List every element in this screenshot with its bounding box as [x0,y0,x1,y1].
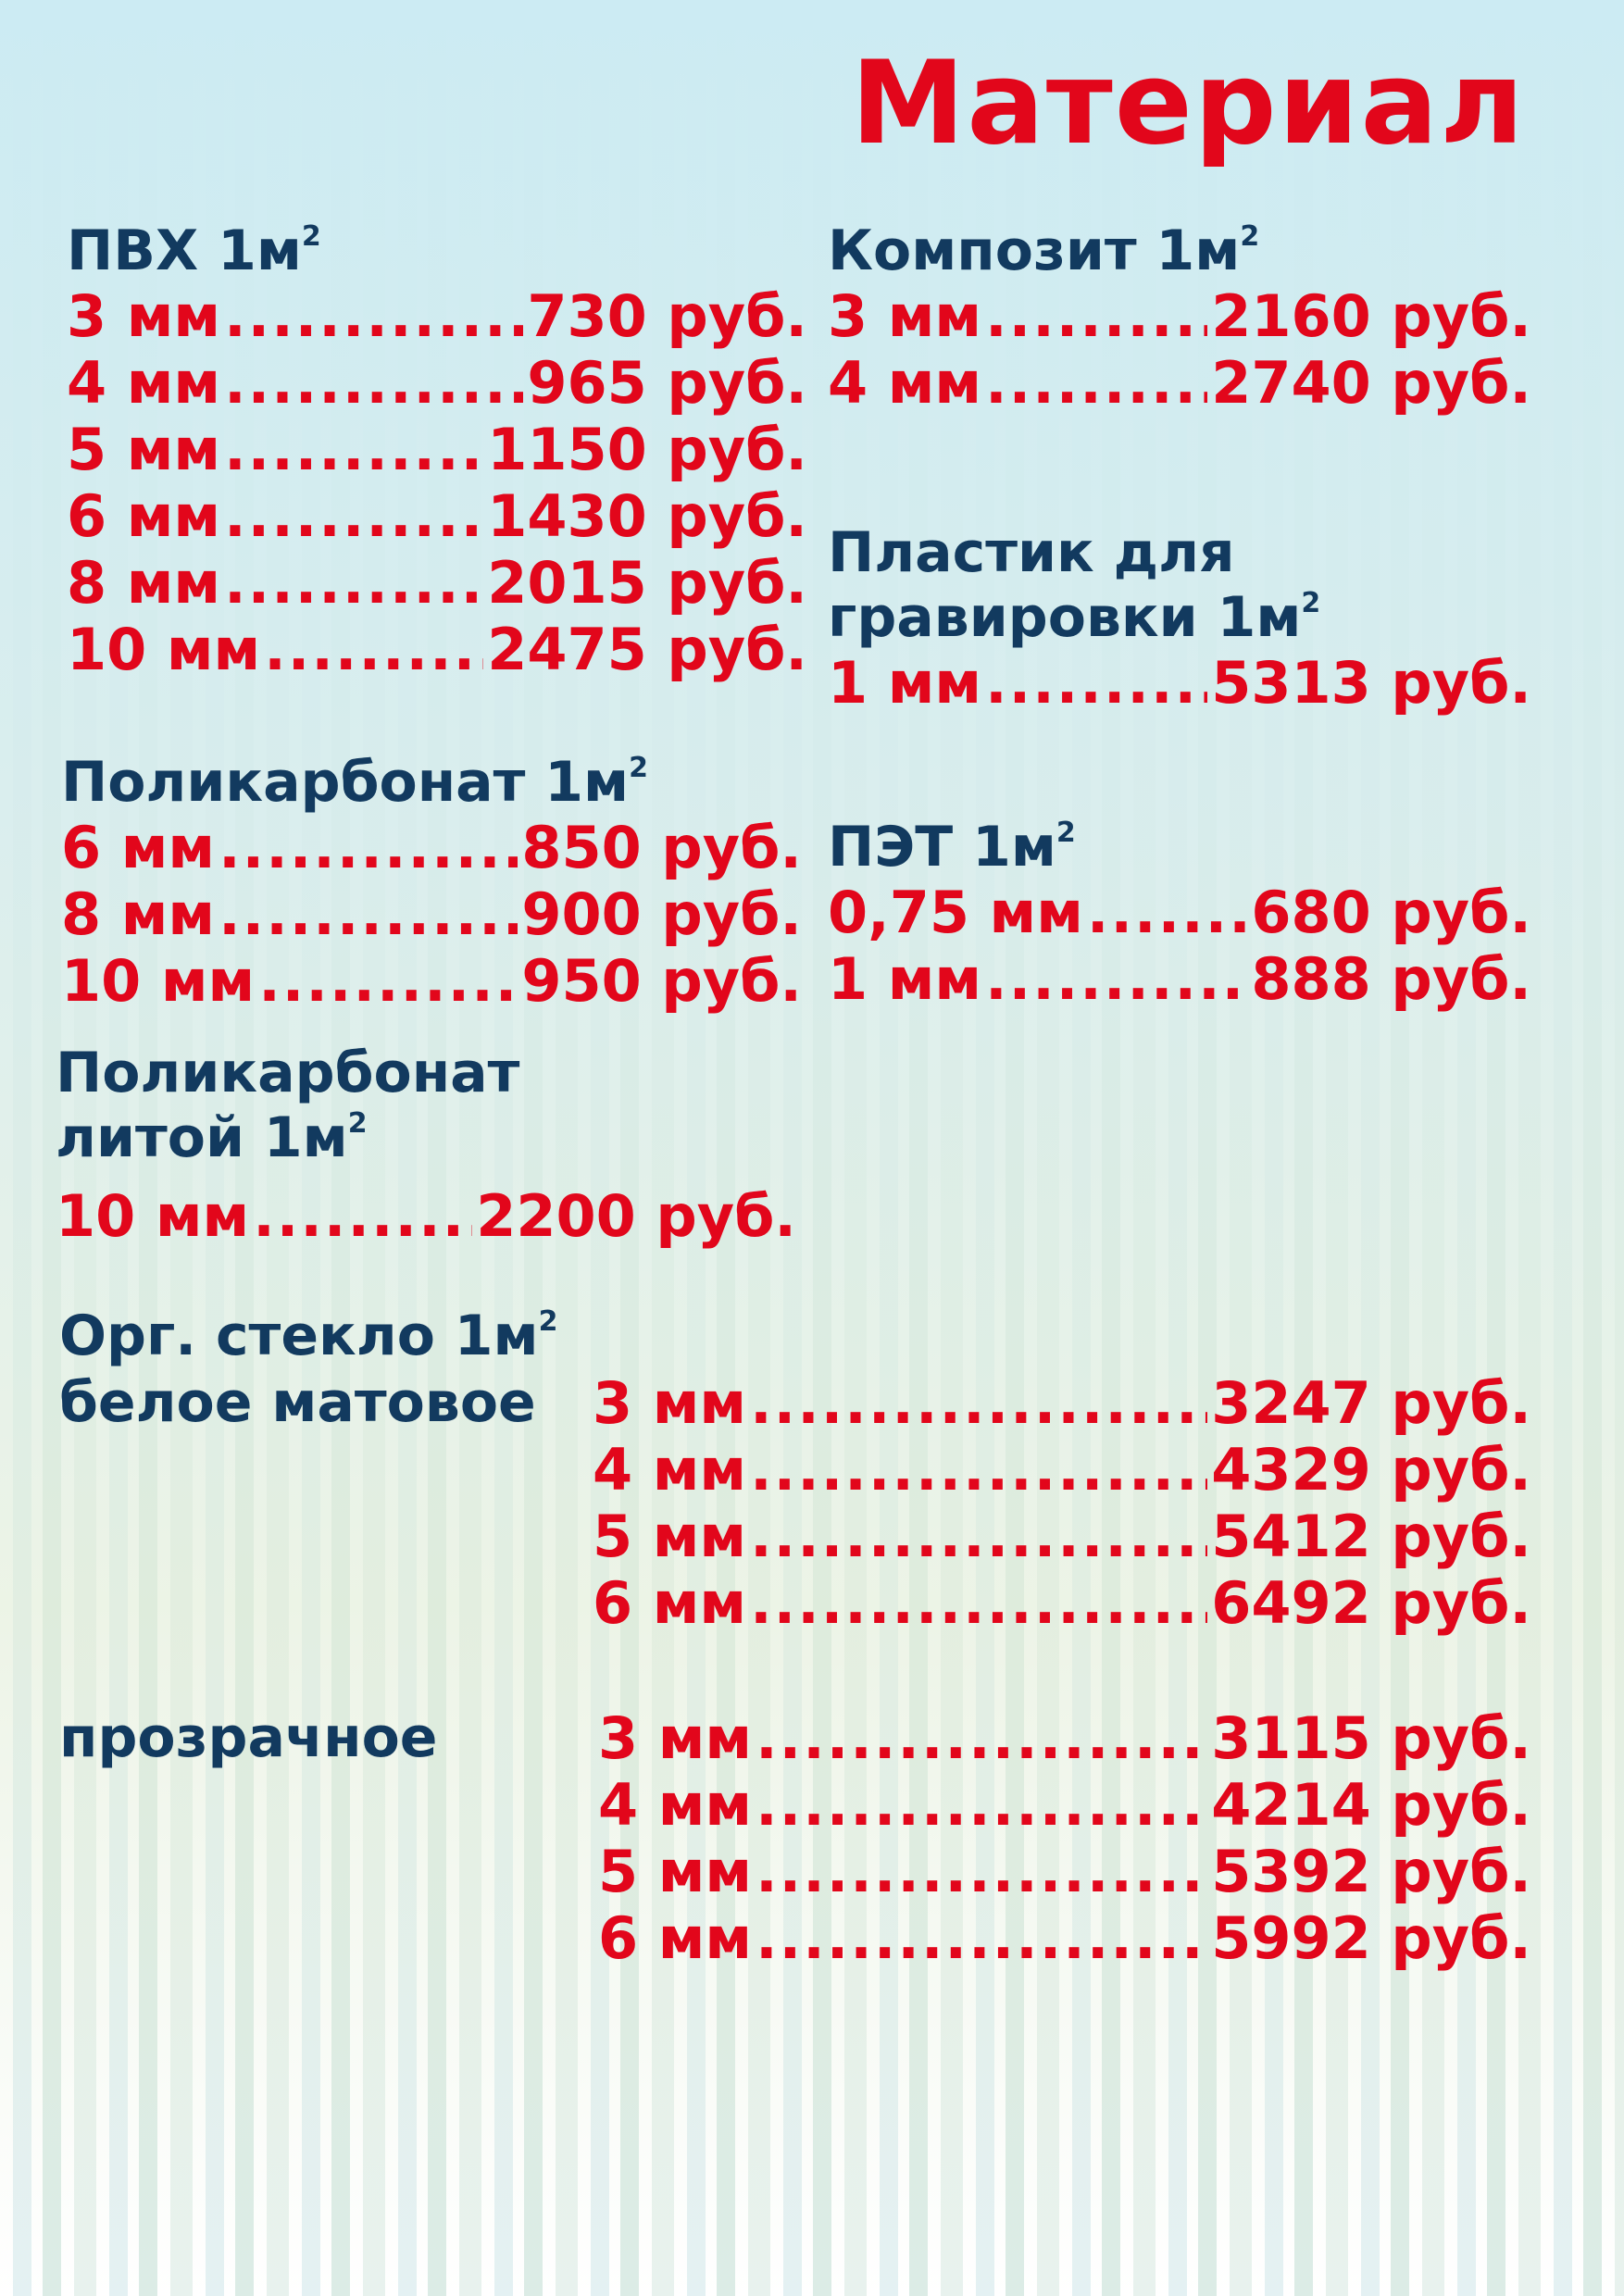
size-label: 4 мм [67,349,221,417]
price-row [598,1839,1531,1905]
price-row [67,283,807,350]
price-value: 5992 руб. [1211,1904,1531,1972]
price-value: 5392 руб. [1211,1838,1531,1905]
price-row [593,1437,1531,1504]
price-value: 888 руб. [1251,945,1531,1013]
dot-leader [985,946,1247,1013]
dot-leader [750,1504,1207,1570]
dot-leader [985,350,1207,417]
section-heading [67,218,807,283]
superscript: 2 [538,1305,558,1338]
section-heading-text: литой 1м [56,1105,348,1170]
size-label: 6 мм [593,1569,747,1637]
superscript: 2 [347,1107,368,1140]
section-heading-text: ПЭТ 1м [828,815,1056,880]
price-value: 6492 руб. [1211,1569,1531,1637]
dot-leader [985,283,1207,350]
dot-leader [756,1772,1207,1839]
size-label: 10 мм [61,947,256,1015]
price-row [828,650,1531,717]
section-heading-text: Композит 1м [828,218,1241,283]
price-value: 2200 руб. [476,1182,796,1250]
cast-polycarbonate-section [56,1041,796,1250]
dot-leader [224,283,523,350]
price-value: 850 руб. [521,814,802,881]
dot-leader [264,617,483,683]
price-row [61,815,802,881]
price-value: 2475 руб. [487,616,807,683]
dot-leader [258,948,518,1015]
acrylic-matte-prices [593,1370,1531,1637]
price-value: 2015 руб. [487,549,807,617]
size-label: 3 мм [67,282,221,350]
superscript: 2 [1056,817,1076,849]
size-label: 5 мм [67,416,221,483]
composite-section [828,218,1531,417]
price-row [56,1183,796,1250]
dot-leader [253,1183,472,1250]
size-label: 5 мм [593,1503,747,1570]
price-value: 3247 руб. [1211,1369,1531,1437]
size-label: 8 мм [61,880,216,948]
price-value: 3115 руб. [1211,1704,1531,1772]
section-heading-text: гравировки 1м [828,585,1302,650]
dot-leader [750,1370,1207,1437]
dot-leader [224,417,483,483]
section-heading-text: Поликарбонат 1м [61,750,630,815]
price-row [828,880,1531,946]
price-row [593,1504,1531,1570]
superscript: 2 [1301,587,1321,619]
price-value: 1430 руб. [487,482,807,550]
dot-leader [224,350,523,417]
price-value: 2160 руб. [1211,282,1531,350]
section-heading [828,520,1531,585]
section-heading [56,1041,796,1105]
superscript: 2 [1240,220,1260,253]
section-heading-text: Орг. стекло 1м [59,1304,539,1368]
dot-leader [750,1437,1207,1504]
dot-leader [219,815,518,881]
dot-leader [219,881,518,948]
matte-white-label: белое матовое [59,1370,536,1435]
section-heading [828,585,1531,650]
dot-leader [756,1705,1207,1772]
size-label: 6 мм [598,1904,753,1972]
size-label: 10 мм [67,616,261,683]
polycarbonate-section [61,750,802,1015]
price-row [61,948,802,1015]
price-row [593,1570,1531,1637]
section-heading-text: ПВХ 1м [67,218,302,283]
price-row [67,417,807,483]
size-label: 5 мм [598,1838,753,1905]
section-heading-text: Пластик для [828,520,1235,585]
size-label: 3 мм [598,1704,753,1772]
section-heading [828,218,1531,283]
acrylic-heading [59,1304,557,1368]
price-value: 1150 руб. [487,416,807,483]
price-row [593,1370,1531,1437]
page-title: Материал [850,37,1526,170]
price-value: 965 руб. [527,349,807,417]
dot-leader [224,550,483,617]
size-label: 8 мм [67,549,221,617]
dot-leader [750,1570,1207,1637]
dot-leader [756,1839,1207,1905]
price-value: 5313 руб. [1211,649,1531,717]
price-row [598,1705,1531,1772]
size-label: 6 мм [61,814,216,881]
engraving-plastic-section [828,520,1531,717]
dot-leader [224,483,483,550]
transparent-label: прозрачное [59,1705,438,1770]
price-row [67,483,807,550]
section-heading [61,750,802,815]
price-row [61,881,802,948]
size-label: 4 мм [598,1771,753,1839]
section-heading [828,815,1531,880]
price-row [598,1905,1531,1972]
price-row [828,946,1531,1013]
pet-section [828,815,1531,1013]
size-label: 3 мм [828,282,982,350]
superscript: 2 [629,752,648,784]
section-heading-text: Поликарбонат [56,1041,520,1105]
price-row [828,283,1531,350]
size-label: 6 мм [67,482,221,550]
acrylic-clear-prices [598,1705,1531,1972]
size-label: 0,75 мм [828,879,1083,946]
price-row [598,1772,1531,1839]
dot-leader [756,1905,1207,1972]
price-value: 900 руб. [521,880,802,948]
size-label: 3 мм [593,1369,747,1437]
section-heading [56,1105,796,1170]
dot-leader [985,650,1207,717]
price-row [67,617,807,683]
size-label: 4 мм [828,349,982,417]
price-value: 4214 руб. [1211,1771,1531,1839]
size-label: 1 мм [828,649,982,717]
size-label: 1 мм [828,945,982,1013]
price-value: 2740 руб. [1211,349,1531,417]
pvc-section [67,218,807,683]
dot-leader [1087,880,1247,946]
price-value: 950 руб. [521,947,802,1015]
price-value: 5412 руб. [1211,1503,1531,1570]
price-row [67,550,807,617]
price-value: 680 руб. [1251,879,1531,946]
size-label: 4 мм [593,1436,747,1504]
price-row [67,350,807,417]
price-value: 4329 руб. [1211,1436,1531,1504]
superscript: 2 [301,220,321,253]
price-row [828,350,1531,417]
size-label: 10 мм [56,1182,250,1250]
price-value: 730 руб. [527,282,807,350]
